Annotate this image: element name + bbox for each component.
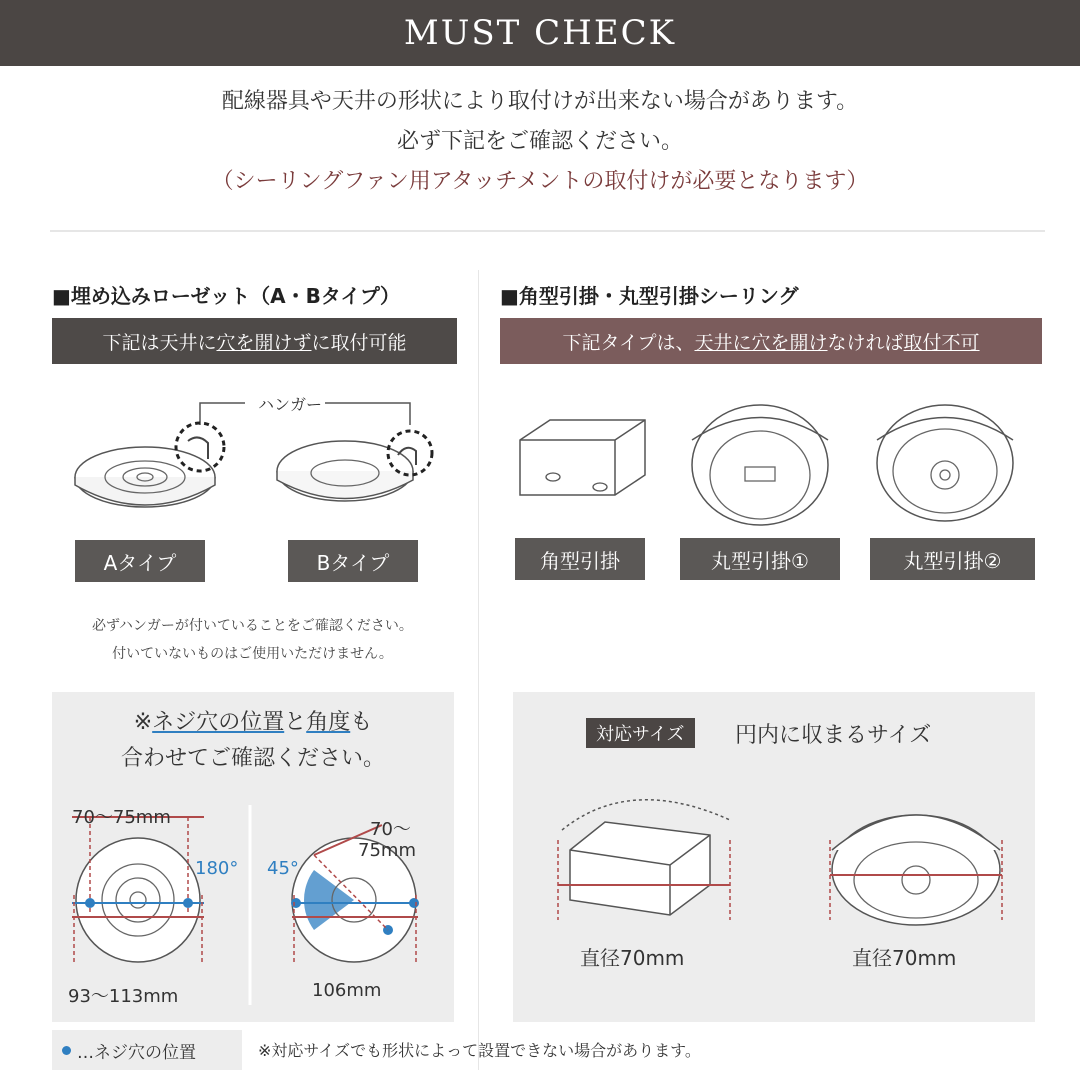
left-banner-pre: 下記は天井に (102, 331, 217, 354)
left-banner-post: に取付可能 (311, 331, 407, 354)
hanger-note (40, 612, 465, 668)
right-banner-pre: 下記タイプは、 (562, 331, 695, 354)
angle-b: 45° (267, 858, 299, 879)
dim-b-top-1: 70〜 (370, 819, 411, 840)
dim-b-bottom: 106mm (312, 980, 382, 1001)
intro-text (0, 82, 1080, 202)
hanger-note-line-2: 付いていないものはご使用いただけません。 (112, 646, 393, 662)
size-dim-round: 直径70mm (852, 946, 957, 970)
size-dim-square: 直径70mm (580, 946, 685, 970)
hanger-note-line-1: 必ずハンガーが付いていることをご確認ください。 (92, 618, 413, 634)
angle-a: 180° (195, 858, 239, 879)
left-section-title: ■埋め込みローゼット（A・Bタイプ） (52, 284, 401, 308)
size-caption: 円内に収まるサイズ (735, 723, 932, 748)
dim-b-top-2: 75mm (358, 840, 416, 861)
right-banner-ul1: 天井に (694, 331, 752, 354)
right-banner (500, 318, 1042, 364)
intro-line-2: 必ず下記をご確認ください。 (396, 129, 683, 154)
type-round-2-label: 丸型引掛② (870, 538, 1035, 580)
divider-horizontal (50, 230, 1045, 232)
right-banner-mid: なければ (827, 331, 904, 354)
left-banner (52, 318, 457, 364)
legend (52, 1030, 242, 1070)
size-illustrations (540, 780, 1020, 930)
type-b-label: Bタイプ (288, 540, 418, 582)
screw-title-hole-position: ネジ穴の位置 (152, 710, 285, 735)
screw-dot-icon (62, 1046, 71, 1055)
type-square-label: 角型引掛 (515, 538, 645, 580)
dim-a-top: 70〜75mm (72, 807, 171, 828)
divider-vertical (478, 270, 479, 1070)
type-a-label: Aタイプ (75, 540, 205, 582)
legend-text: …ネジ穴の位置 (77, 1042, 196, 1063)
intro-warning: （シーリングファン用アタッチメントの取付けが必要となります） (211, 169, 869, 194)
left-banner-underlined: 穴を開けず (216, 331, 312, 354)
screw-title-line-2: 合わせてご確認ください。 (120, 746, 385, 771)
right-banner-ul3: 取付不可 (903, 331, 980, 354)
dim-a-bottom: 93〜113mm (68, 986, 179, 1007)
screw-panel-title (52, 705, 454, 777)
right-section-title: ■角型引掛・丸型引掛シーリング (500, 284, 799, 308)
header-bar (0, 0, 1080, 66)
hanger-label: ハンガー (255, 392, 325, 415)
screw-title-pre: ※ (133, 710, 153, 735)
screw-title-mid: と (284, 710, 307, 735)
type-round-1-label: 丸型引掛① (680, 538, 840, 580)
right-banner-ul2: 穴を開け (751, 331, 828, 354)
screw-title-post: も (350, 710, 373, 735)
size-tag: 対応サイズ (586, 718, 695, 748)
screw-title-angle: 角度 (306, 710, 351, 735)
ceiling-types-illustrations (505, 395, 1045, 535)
bottom-note: ※対応サイズでも形状によって設置できない場合があります。 (258, 1041, 701, 1060)
page-title: MUST CHECK (403, 13, 677, 53)
intro-line-1: 配線器具や天井の形状により取付けが出来ない場合があります。 (221, 89, 859, 114)
